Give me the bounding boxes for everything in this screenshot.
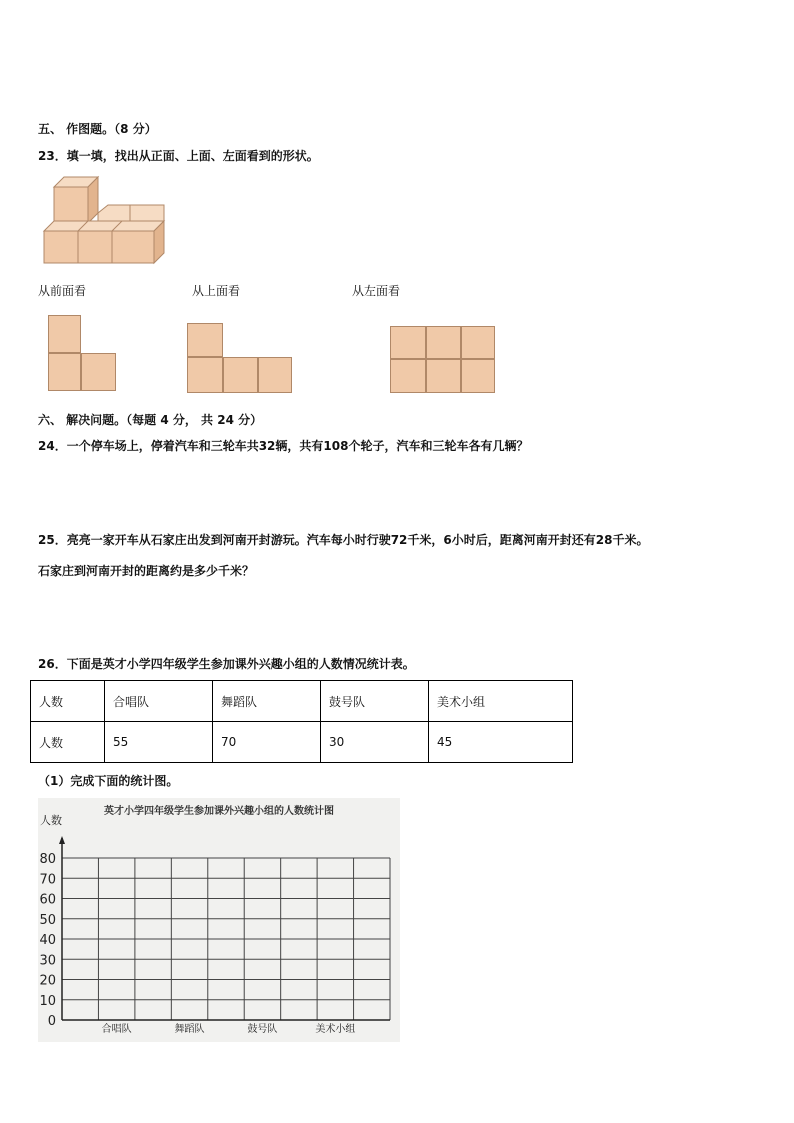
y-tick-label: 80 <box>39 852 56 867</box>
q26-text: 26．下面是英才小学四年级学生参加课外兴趣小组的人数情况统计表。 <box>38 657 415 671</box>
q26-sub1: （1）完成下面的统计图。 <box>38 774 179 788</box>
y-axis-arrow <box>59 836 65 844</box>
y-tick-label: 20 <box>39 973 56 989</box>
y-tick-label: 70 <box>39 872 56 888</box>
label-top-view: 从上面看 <box>192 284 241 298</box>
chart-container <box>38 798 400 1042</box>
table-cell: 舞蹈队 <box>213 681 321 722</box>
y-tick-label: 10 <box>39 993 56 1009</box>
table-cell: 美术小组 <box>429 681 573 722</box>
table-cell: 鼓号队 <box>321 681 429 722</box>
cube-stack-figure <box>40 173 172 265</box>
table-row <box>31 681 573 722</box>
y-tick-label: 30 <box>39 953 56 969</box>
section6-title: 六、 解决问题。（每题 4 分， 共 24 分） <box>38 413 263 427</box>
x-tick-label: 合唱队 <box>101 1024 132 1035</box>
x-tick-label: 舞蹈队 <box>174 1024 205 1035</box>
chart-title: 英才小学四年级学生参加课外兴趣小组的人数统计图 <box>104 806 334 817</box>
table-cell: 合唱队 <box>105 681 213 722</box>
table-cell: 45 <box>429 722 573 763</box>
x-tick-label: 美术小组 <box>315 1024 356 1035</box>
y-tick-label: 50 <box>39 912 56 928</box>
table-row <box>31 722 573 763</box>
q24-text: 24．一个停车场上，停着汽车和三轮车共32辆，共有108个轮子，汽车和三轮车各有几辆？ <box>38 439 529 453</box>
q25-line1: 25．亮亮一家开车从石家庄出发到河南开封游玩。汽车每小时行驶72千米，6小时后，距离河南开封还有28千米。 <box>38 533 649 547</box>
label-left-view: 从左面看 <box>352 284 401 298</box>
x-tick-label: 鼓号队 <box>247 1024 278 1035</box>
q25-line2: 石家庄到河南开封的距离约是多少千米？ <box>38 564 255 578</box>
table-cell: 30 <box>321 722 429 763</box>
table-cell: 70 <box>213 722 321 763</box>
y-tick-label: 60 <box>39 892 56 908</box>
q23-text: 23．填一填，找出从正面、上面、左面看到的形状。 <box>38 149 319 163</box>
table-cell: 人数 <box>31 681 105 722</box>
label-front-view: 从前面看 <box>38 284 87 298</box>
table-cell: 55 <box>105 722 213 763</box>
y-tick-label: 40 <box>39 933 56 948</box>
stats-table <box>30 680 573 763</box>
y-tick-label: 0 <box>47 1014 56 1029</box>
chart-ylabel: 人数 <box>40 814 62 827</box>
section5-title: 五、 作图题。（8 分） <box>38 122 157 136</box>
table-cell: 人数 <box>31 722 105 763</box>
bar-chart <box>38 798 400 1042</box>
